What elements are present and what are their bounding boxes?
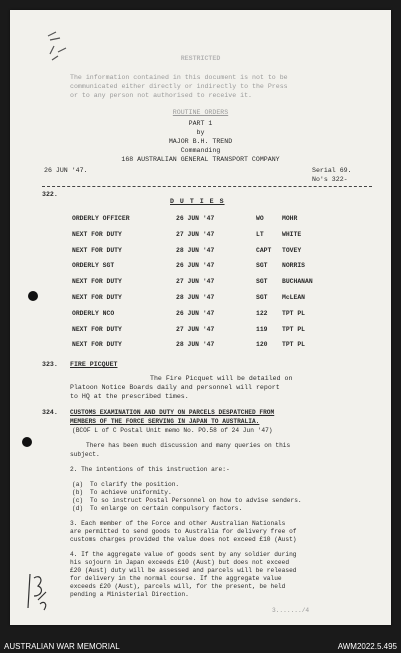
duty-type: ORDERLY SGT — [72, 262, 115, 269]
list-item-text: To clarify the position. — [90, 481, 180, 488]
duty-name: MOHR — [282, 215, 298, 222]
duty-row — [72, 326, 332, 336]
duty-date: 28 JUN '47 — [176, 294, 215, 301]
duty-date: 26 JUN '47 — [176, 262, 215, 269]
duty-date: 26 JUN '47 — [176, 310, 215, 317]
document-title: ROUTINE ORDERS — [172, 109, 229, 116]
divider-rule — [42, 186, 372, 187]
duty-name: TPT PL — [282, 310, 306, 317]
notice-line-2: communicated either directly or indirectly to the Press — [70, 83, 288, 90]
duty-rank: WO — [256, 215, 264, 222]
duty-rank: 119 — [256, 326, 268, 333]
fire-picquet-heading: FIRE PICQUET — [70, 361, 118, 368]
duty-type: ORDERLY NCO — [72, 310, 115, 317]
section-322-number: 322. — [42, 191, 58, 198]
duty-name: WHITE — [282, 231, 302, 238]
continued-marker: 3......./4 — [272, 607, 310, 614]
duty-row — [72, 215, 332, 225]
list-item-label: (b) — [72, 489, 84, 496]
para-4-line-6: pending a Ministerial Direction. — [70, 591, 189, 598]
duty-rank: 122 — [256, 310, 268, 317]
list-item-label: (d) — [72, 505, 84, 512]
duty-row — [72, 278, 332, 288]
duty-name: BUCHANAN — [282, 278, 313, 285]
part-label: PART 1 — [188, 120, 213, 127]
duty-name: TPT PL — [282, 326, 306, 333]
para-2-intro: 2. The intentions of this instruction are:- — [70, 466, 230, 473]
para-4-line-5: exceeds £20 (Aust), parcels will, for the present, be held — [70, 583, 286, 590]
punch-hole-upper — [28, 291, 38, 301]
by-label: by — [196, 129, 205, 136]
duty-row — [72, 231, 332, 241]
list-item-text: To achieve uniformity. — [90, 489, 172, 496]
para-4-line-2: his sojourn in Japan exceeds £10 (Aust) but does not exceed — [70, 559, 290, 566]
para-3-line-1: 3. Each member of the Force and other Australian Nationals — [70, 520, 286, 527]
duty-rank: SGT — [256, 262, 268, 269]
section-324-number: 324. — [42, 409, 58, 416]
duties-heading: D U T I E S — [170, 198, 225, 205]
duty-type: NEXT FOR DUTY — [72, 326, 122, 333]
duty-name: TOVEY — [282, 247, 302, 254]
handwritten-notation — [24, 570, 54, 614]
duty-rank: LT — [256, 231, 264, 238]
duty-type: NEXT FOR DUTY — [72, 294, 122, 301]
fire-picquet-text-1: The Fire Picquet will be detailed on — [150, 375, 293, 382]
duty-date: 26 JUN '47 — [176, 215, 215, 222]
officer-role: Commanding — [180, 147, 221, 154]
duty-row — [72, 310, 332, 320]
para-4-line-3: £20 (Aust) duty will be assessed and parcels will be released — [70, 567, 297, 574]
list-item-label: (c) — [72, 497, 84, 504]
section-323-number: 323. — [42, 361, 58, 368]
serial-number: Serial 69. — [312, 167, 352, 174]
duty-name: TPT PL — [282, 341, 306, 348]
footer-institution: AUSTRALIAN WAR MEMORIAL — [4, 642, 120, 651]
para-1-line-2: subject. — [70, 451, 100, 458]
duty-type: ORDERLY OFFICER — [72, 215, 130, 222]
duty-row — [72, 262, 332, 272]
classification-stamp: RESTRICTED — [180, 55, 221, 62]
officer-name: MAJOR B.H. TREND — [168, 138, 233, 145]
duty-name: McLEAN — [282, 294, 306, 301]
duty-type: NEXT FOR DUTY — [72, 231, 122, 238]
list-item-text: To so instruct Postal Personnel on how to advise senders. — [90, 497, 302, 504]
notice-line-1: The information contained in this document is not to be — [70, 74, 288, 81]
duty-rank: SGT — [256, 294, 268, 301]
punch-hole-lower — [22, 437, 32, 447]
para-4-line-1: 4. If the aggregate value of goods sent by any soldier during — [70, 551, 297, 558]
duty-rank: SGT — [256, 278, 268, 285]
para-3-line-2: are permitted to send goods to Australia for delivery free of — [70, 528, 297, 535]
footer-accession-number: AWM2022.5.495 — [337, 642, 397, 651]
para-4-line-4: for delivery in the normal course. If the aggregate value — [70, 575, 282, 582]
fire-picquet-text-3: to HQ at the prescribed times. — [70, 393, 189, 400]
duty-date: 27 JUN '47 — [176, 231, 215, 238]
customs-heading-2: MEMBERS OF THE FORCE SERVING IN JAPAN TO AUSTRALIA. — [70, 418, 260, 425]
duty-name: NORRIS — [282, 262, 306, 269]
fire-picquet-text-2: Platoon Notice Boards daily and personnel will report — [70, 384, 280, 391]
duty-rank: 120 — [256, 341, 268, 348]
unit-name: 168 AUSTRALIAN GENERAL TRANSPORT COMPANY — [121, 156, 280, 163]
duty-date: 28 JUN '47 — [176, 247, 215, 254]
duty-type: NEXT FOR DUTY — [72, 341, 122, 348]
duty-row — [72, 294, 332, 304]
order-date: 26 JUN '47. — [44, 167, 88, 174]
duty-rank: CAPT — [256, 247, 272, 254]
order-numbers: No's 322- — [312, 176, 348, 183]
duty-date: 27 JUN '47 — [176, 326, 215, 333]
duty-type: NEXT FOR DUTY — [72, 247, 122, 254]
customs-heading-1: CUSTOMS EXAMINATION AND DUTY ON PARCELS DESPATCHED FROM — [70, 409, 275, 416]
customs-reference: (BCOF L of C Postal Unit memo No. PO.58 of 24 Jun '47) — [72, 427, 273, 434]
list-item-text: To enlarge on certain compulsory factors. — [90, 505, 243, 512]
duty-date: 28 JUN '47 — [176, 341, 215, 348]
duty-row — [72, 341, 332, 351]
list-item-label: (a) — [72, 481, 84, 488]
notice-line-3: or to any person not authorised to receive it. — [70, 92, 253, 99]
duty-row — [72, 247, 332, 257]
document-page — [10, 10, 391, 625]
archive-footer — [0, 640, 401, 653]
para-3-line-3: customs charges provided the value does not exceed £10 (Aust) — [70, 536, 297, 543]
para-1-line-1: There has been much discussion and many queries on this — [86, 442, 291, 449]
duty-type: NEXT FOR DUTY — [72, 278, 122, 285]
duty-date: 27 JUN '47 — [176, 278, 215, 285]
